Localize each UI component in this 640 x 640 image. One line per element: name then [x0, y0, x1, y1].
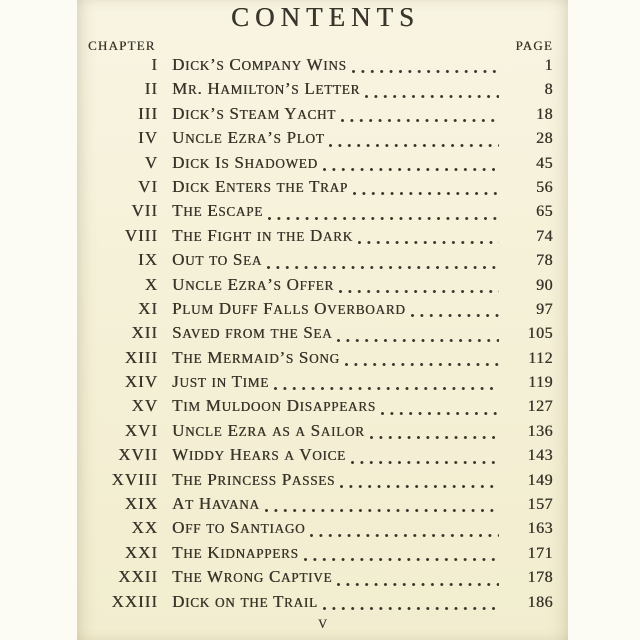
chapter-title: MR. HAMILTON’S LETTER: [172, 79, 361, 99]
dot-leader: [381, 412, 499, 415]
dot-leader: [345, 363, 499, 366]
dot-leader: [353, 192, 499, 195]
chapter-title: DICK’S STEAM YACHT: [172, 103, 336, 123]
chapter-page-number: 56: [536, 178, 553, 196]
chapter-numeral: III: [138, 103, 158, 123]
chapter-page-number: 136: [527, 422, 553, 440]
toc-entry: [77, 104, 553, 128]
chapter-page-number: 45: [536, 154, 553, 172]
chapter-numeral: V: [144, 152, 158, 172]
toc-entry: [77, 177, 553, 201]
chapter-page-number: 90: [536, 276, 553, 294]
toc-entry: [77, 55, 553, 79]
dot-leader: [323, 607, 499, 610]
toc-entry: [77, 299, 553, 323]
toc-entry: [77, 128, 553, 152]
dot-leader: [370, 436, 499, 439]
chapter-title: TIM MULDOON DISAPPEARS: [172, 396, 376, 416]
dot-leader: [274, 387, 499, 390]
toc-entry: [77, 275, 553, 299]
chapter-numeral: XXII: [118, 567, 158, 587]
chapter-page-number: 186: [527, 593, 553, 611]
chapter-column-header: CHAPTER: [88, 38, 156, 53]
dot-leader: [339, 290, 499, 293]
chapter-page-number: 97: [536, 300, 553, 318]
chapter-page-number: 18: [536, 105, 553, 123]
chapter-numeral: II: [144, 79, 158, 99]
chapter-numeral: IX: [138, 250, 158, 270]
dot-leader: [358, 241, 499, 244]
chapter-title: OFF TO SANTIAGO: [172, 518, 306, 538]
dot-leader: [265, 509, 499, 512]
chapter-page-number: 127: [527, 398, 553, 416]
chapter-numeral: I: [151, 55, 158, 74]
chapter-numeral: XIV: [124, 372, 158, 392]
chapter-page-number: 105: [527, 325, 553, 343]
chapter-numeral: XXI: [124, 542, 158, 562]
page-column-header: PAGE: [515, 38, 553, 53]
chapter-numeral: VIII: [124, 225, 158, 245]
toc-entry: [77, 250, 553, 274]
chapter-title: UNCLE EZRA AS A SAILOR: [172, 420, 365, 440]
dot-leader: [304, 558, 499, 561]
chapter-page-number: 1: [544, 57, 553, 74]
dot-leader: [323, 168, 499, 171]
dot-leader: [365, 95, 499, 98]
chapter-title: DICK’S COMPANY WINS: [172, 55, 347, 74]
page-title: CONTENTS: [231, 2, 420, 32]
dot-leader: [352, 70, 499, 73]
column-headers: [77, 39, 568, 53]
chapter-numeral: VI: [138, 176, 158, 196]
chapter-title: OUT TO SEA: [172, 250, 262, 270]
chapter-page-number: 171: [527, 544, 553, 562]
chapter-page-number: 28: [536, 130, 553, 148]
chapter-title: UNCLE EZRA’S OFFER: [172, 274, 334, 294]
chapter-title: DICK IS SHADOWED: [172, 152, 318, 172]
chapter-numeral: X: [144, 274, 158, 294]
chapter-numeral: XVII: [118, 445, 158, 465]
toc-entry: [77, 494, 553, 518]
toc-entry: [77, 543, 553, 567]
chapter-title: UNCLE EZRA’S PLOT: [172, 128, 325, 148]
chapter-title: THE FIGHT IN THE DARK: [172, 225, 353, 245]
toc-entry: [77, 79, 553, 103]
toc-entry: [77, 518, 553, 542]
toc-entry: [77, 592, 553, 616]
chapter-numeral: XVI: [124, 420, 158, 440]
chapter-page-number: 163: [527, 520, 553, 538]
table-of-contents: [77, 55, 568, 616]
chapter-title: DICK ON THE TRAIL: [172, 591, 318, 611]
chapter-numeral: XV: [131, 396, 158, 416]
chapter-title: WIDDY HEARS A VOICE: [172, 445, 346, 465]
chapter-numeral: IV: [138, 128, 158, 148]
toc-entry: [77, 372, 553, 396]
toc-entry: [77, 470, 553, 494]
chapter-numeral: XX: [131, 518, 158, 538]
toc-entry: [77, 421, 553, 445]
toc-entry: [77, 201, 553, 225]
dot-leader: [268, 217, 499, 220]
chapter-title: DICK ENTERS THE TRAP: [172, 176, 348, 196]
chapter-numeral: XII: [131, 323, 158, 343]
dot-leader: [337, 583, 499, 586]
chapter-title: THE KIDNAPPERS: [172, 542, 299, 562]
chapter-title: THE PRINCESS PASSES: [172, 469, 336, 489]
dot-leader: [337, 339, 499, 342]
chapter-title: THE WRONG CAPTIVE: [172, 567, 333, 587]
toc-entry: [77, 445, 553, 469]
toc-entry: [77, 567, 553, 591]
chapter-numeral: XXIII: [111, 591, 158, 611]
dot-leader: [267, 266, 499, 269]
dot-leader: [411, 314, 499, 317]
dot-leader: [340, 485, 499, 488]
chapter-page-number: 78: [536, 252, 553, 270]
chapter-page-number: 119: [528, 374, 553, 392]
chapter-title: AT HAVANA: [172, 494, 260, 514]
toc-entry: [77, 396, 553, 420]
chapter-numeral: XVIII: [111, 469, 158, 489]
dot-leader: [351, 461, 499, 464]
chapter-page-number: 74: [536, 227, 553, 245]
dot-leader: [310, 534, 499, 537]
dot-leader: [329, 144, 499, 147]
chapter-title: SAVED FROM THE SEA: [172, 323, 333, 343]
chapter-page-number: 178: [527, 569, 553, 587]
book-page: [77, 0, 568, 640]
folio-page-number: V: [317, 617, 327, 631]
chapter-page-number: 143: [527, 447, 553, 465]
chapter-numeral: XI: [138, 298, 158, 318]
chapter-page-number: 149: [527, 471, 553, 489]
chapter-numeral: XIII: [124, 347, 158, 367]
toc-entry: [77, 323, 553, 347]
chapter-title: JUST IN TIME: [172, 372, 269, 392]
chapter-page-number: 8: [544, 81, 553, 99]
chapter-page-number: 112: [528, 349, 553, 367]
chapter-title: THE MERMAID’S SONG: [172, 347, 340, 367]
chapter-numeral: XIX: [124, 494, 158, 514]
chapter-page-number: 65: [536, 203, 553, 221]
chapter-title: PLUM DUFF FALLS OVERBOARD: [172, 298, 406, 318]
chapter-page-number: 157: [527, 496, 553, 514]
toc-entry: [77, 348, 553, 372]
chapter-numeral: VII: [131, 201, 158, 221]
chapter-title: THE ESCAPE: [172, 201, 263, 221]
toc-entry: [77, 226, 553, 250]
toc-entry: [77, 153, 553, 177]
dot-leader: [341, 119, 499, 122]
